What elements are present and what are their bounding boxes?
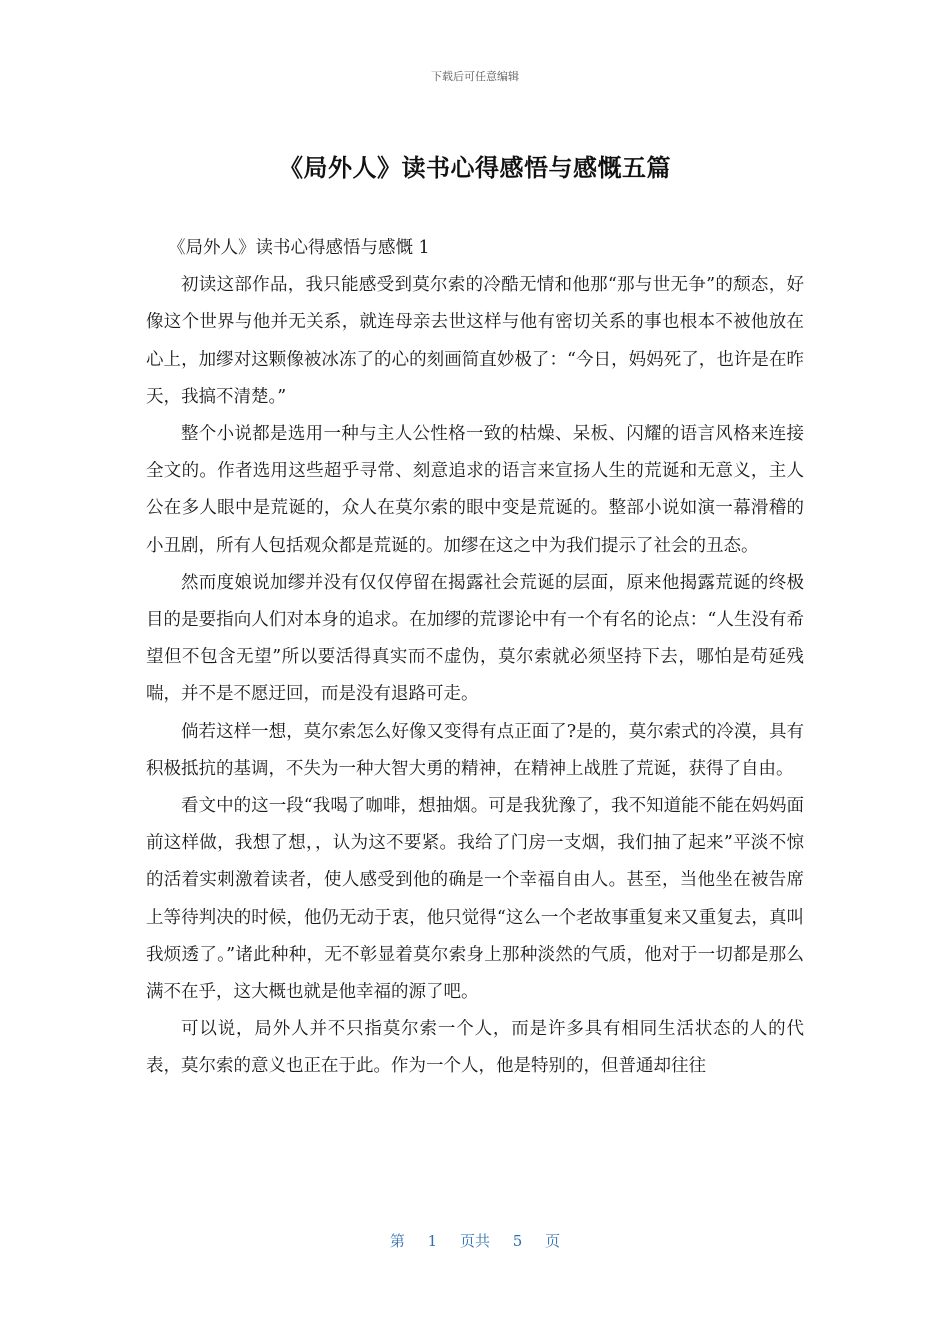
total-pages-number: 5 bbox=[512, 1232, 523, 1250]
paragraph: 然而度娘说加缪并没有仅仅停留在揭露社会荒诞的层面，原来他揭露荒诞的终极目的是要指向人们对本身的追求。在加缪的荒谬论中有一个有名的论点：“人生没有希望但不包含无望”所以要活得真实而不虚伪，莫尔索就必须坚持下去，哪怕是苟延残喘，并不是不愿迂回，而是没有退路可走。 bbox=[146, 572, 804, 705]
current-page-number: 1 bbox=[427, 1232, 438, 1250]
document-body bbox=[146, 230, 804, 1086]
footer-prefix: 第 bbox=[389, 1232, 405, 1250]
section-subheading: 《局外人》读书心得感悟与感慨 1 bbox=[168, 238, 430, 258]
paragraph: 初读这部作品，我只能感受到莫尔索的冷酷无情和他那“那与世无争”的颓态，好像这个世界与他并无关系，就连母亲去世这样与他有密切关系的事也根本不被他放在心上，加缪对这颗像被冰冻了的心的刻画简直妙极了：“今日，妈妈死了，也许是在昨天，我搞不清楚。” bbox=[146, 275, 804, 407]
paragraph: 倘若这样一想，莫尔索怎么好像又变得有点正面了?是的，莫尔索式的冷漠，具有积极抵抗的基调，不失为一种大智大勇的精神，在精神上战胜了荒诞，获得了自由。 bbox=[146, 721, 804, 779]
paragraph: 可以说，局外人并不只指莫尔索一个人，而是许多具有相同生活状态的人的代表，莫尔索的意义也正在于此。作为一个人，他是特别的，但普通却往往 bbox=[146, 1019, 804, 1077]
page-footer bbox=[0, 1230, 950, 1251]
footer-suffix: 页 bbox=[545, 1232, 561, 1250]
paragraph: 看文中的这一段“我喝了咖啡，想抽烟。可是我犹豫了，我不知道能不能在妈妈面前这样做，我想了想，，认为这不要紧。我给了门房一支烟，我们抽了起来”平淡不惊的活着实刺激着读者，使人感受到他的确是一个幸福自由人。甚至，当他坐在被告席上等待判决的时候，他仍无动于衷，他只觉得“这么一个老故事重复来又重复去，真叫我烦透了。”诸此种种，无不彰显着莫尔索身上那种淡然的气质，他对于一切都是那么满不在乎，这大概也就是他幸福的源了吧。 bbox=[146, 796, 804, 1003]
document-title: 《局外人》读书心得感悟与感慨五篇 bbox=[279, 154, 671, 182]
header-note: 下载后可任意编辑 bbox=[431, 70, 519, 83]
footer-mid: 页共 bbox=[459, 1232, 490, 1250]
paragraph: 整个小说都是选用一种与主人公性格一致的枯燥、呆板、闪耀的语言风格来连接全文的。作者选用这些超乎寻常、刻意追求的语言来宣扬人生的荒诞和无意义，主人公在多人眼中是荒诞的，众人在莫尔索的眼中变是荒诞的。整部小说如演一幕滑稽的小丑剧，所有人包括观众都是荒诞的。加缪在这之中为我们提示了社会的丑态。 bbox=[146, 424, 804, 556]
